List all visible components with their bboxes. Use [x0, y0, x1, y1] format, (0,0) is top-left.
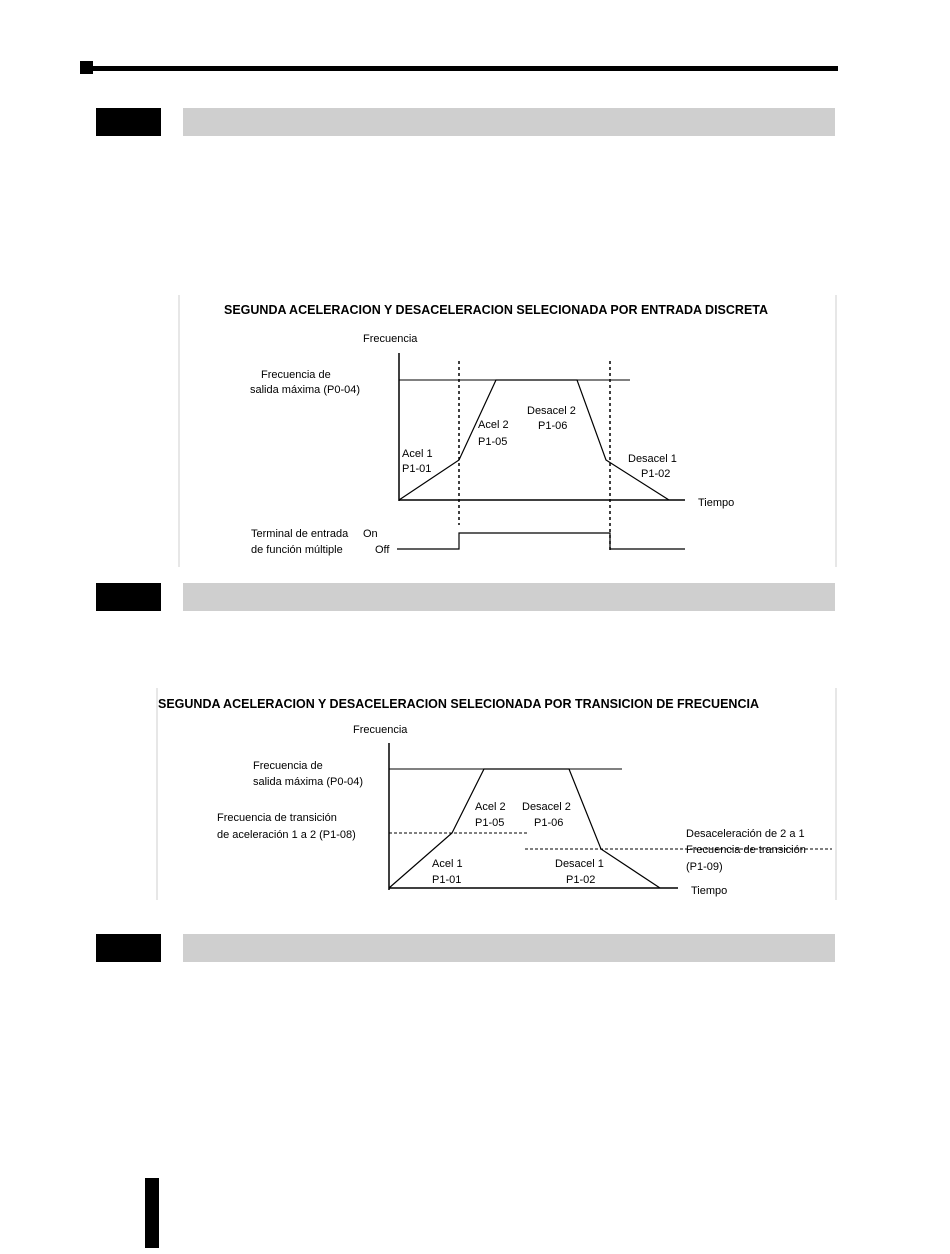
diagram-2-desacel2-label: Desacel 2	[522, 801, 571, 813]
section-2-tag	[96, 583, 161, 611]
diagram-1-title: SEGUNDA ACELERACION Y DESACELERACION SELECIONADA POR ENTRADA DISCRETA	[224, 303, 769, 317]
diagram-1-max-freq-label-2: salida máxima (P0-04)	[250, 384, 361, 396]
diagram-1-acel1-param: P1-01	[402, 463, 432, 475]
diagram-2-x-label: Tiempo	[691, 885, 728, 897]
diagram-discrete-input-svg	[178, 295, 838, 567]
section-3-tag	[96, 934, 161, 962]
diagram-frequency-transition	[155, 688, 838, 900]
diagram-2-frequency-profile	[389, 769, 660, 888]
diagram-1-terminal-signal	[397, 533, 685, 549]
section-2-header-bar	[183, 583, 835, 611]
diagram-frequency-transition-svg	[155, 688, 838, 900]
diagram-1-y-label: Frecuencia	[363, 333, 418, 345]
diagram-1-max-freq-label-1: Frecuencia de	[261, 369, 331, 381]
diagram-2-accel-transition-label-2: de aceleración 1 a 2 (P1-08)	[217, 829, 356, 841]
diagram-2-acel1-label: Acel 1	[432, 858, 463, 870]
diagram-2-title: SEGUNDA ACELERACION Y DESACELERACION SELECIONADA POR TRANSICION DE FRECUENCIA	[158, 697, 759, 711]
diagram-discrete-input	[178, 295, 838, 567]
diagram-1-acel2-param: P1-05	[478, 436, 508, 448]
diagram-1-desacel2-label: Desacel 2	[527, 405, 576, 417]
section-3-header-bar	[183, 934, 835, 962]
header-rule	[88, 66, 838, 71]
diagram-1-desacel2-param: P1-06	[538, 420, 568, 432]
diagram-2-accel-transition-label-1: Frecuencia de transición	[217, 812, 337, 824]
diagram-2-decel-transition-label-1: Desaceleración de 2 a 1	[686, 828, 805, 840]
diagram-1-desacel1-param: P1-02	[641, 468, 671, 480]
diagram-2-decel-transition-label-2: Frecuencia de transición	[686, 844, 806, 856]
diagram-1-terminal-label-1: Terminal de entrada	[251, 528, 349, 540]
diagram-1-terminal-label-2: de función múltiple	[251, 544, 343, 556]
section-1-header-bar	[183, 108, 835, 136]
diagram-1-x-label: Tiempo	[698, 497, 735, 509]
diagram-1-acel1-label: Acel 1	[402, 448, 433, 460]
diagram-2-acel2-label: Acel 2	[475, 801, 506, 813]
diagram-1-desacel1-label: Desacel 1	[628, 453, 677, 465]
page-edge-marker	[145, 1178, 159, 1248]
diagram-2-acel1-param: P1-01	[432, 874, 462, 886]
diagram-2-desacel1-label: Desacel 1	[555, 858, 604, 870]
diagram-2-desacel1-param: P1-02	[566, 874, 596, 886]
diagram-1-terminal-off-label: Off	[375, 544, 390, 556]
diagram-1-acel2-label: Acel 2	[478, 419, 509, 431]
diagram-1-terminal-on-label: On	[363, 528, 378, 540]
diagram-2-decel-transition-label-3: (P1-09)	[686, 861, 723, 873]
diagram-2-y-label: Frecuencia	[353, 724, 408, 736]
section-1-tag	[96, 108, 161, 136]
diagram-1-frequency-profile	[399, 380, 669, 500]
diagram-2-acel2-param: P1-05	[475, 817, 505, 829]
diagram-2-max-freq-label-2: salida máxima (P0-04)	[253, 776, 364, 788]
diagram-2-max-freq-label-1: Frecuencia de	[253, 760, 323, 772]
diagram-2-desacel2-param: P1-06	[534, 817, 564, 829]
